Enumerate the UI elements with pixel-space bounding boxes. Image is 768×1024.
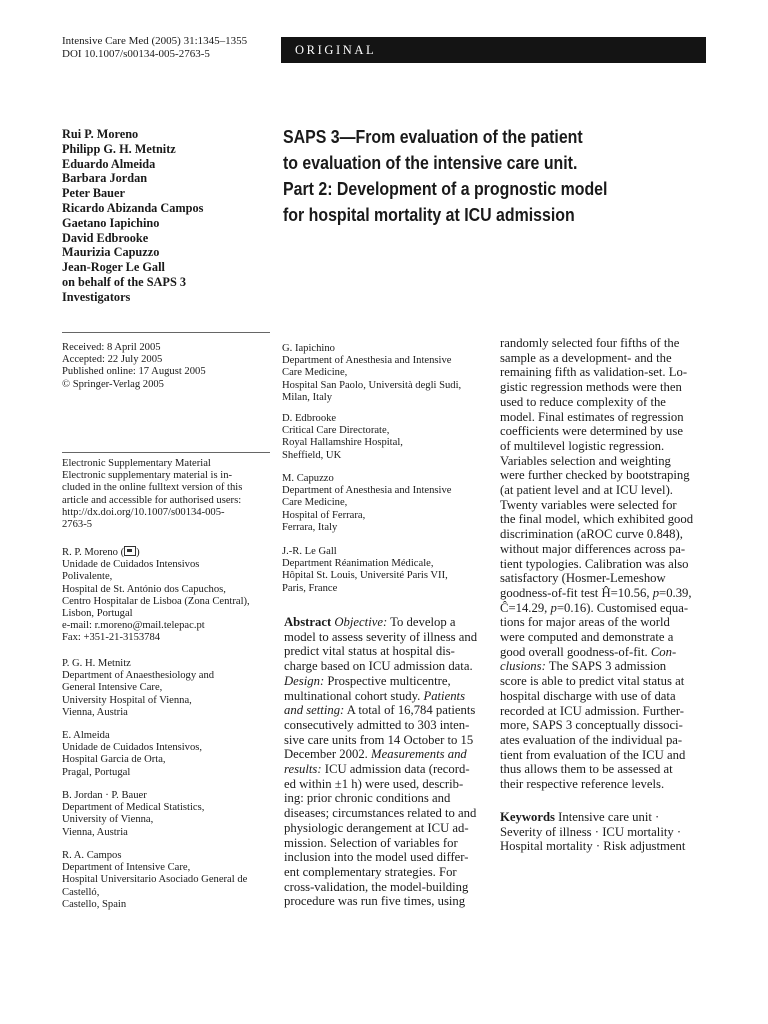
abstract-line: discrimination (aROC curve 0.848), xyxy=(500,527,683,542)
address-name: J.-R. Le Gall xyxy=(282,546,337,557)
abstract-line: model. Final estimates of regression xyxy=(500,409,684,424)
address-name: P. G. H. Metnitz xyxy=(62,658,131,669)
address-line: Castelló, xyxy=(62,886,100,898)
abstract-line: more, SAPS 3 conceptually dissoci- xyxy=(500,718,683,733)
abstract-line: were further checked by bootstraping xyxy=(500,468,690,483)
keywords xyxy=(500,810,712,854)
publication-dates xyxy=(62,342,206,391)
address-line: Department Réanimation Médicale, xyxy=(282,558,434,570)
address-line: Department of Medical Statistics, xyxy=(62,802,205,814)
esm-line: cluded in the online fulltext version of this xyxy=(62,482,243,494)
author-list xyxy=(62,127,272,305)
address-line: Department of Anaesthesiology and xyxy=(62,670,215,682)
abstract-line: score is able to predict vital status at xyxy=(500,674,685,689)
address-line: Hôpital St. Louis, Université Paris VII, xyxy=(282,570,448,582)
keywords-line: Hospital mortality · Risk adjustment xyxy=(500,839,686,854)
address-line: University Hospital of Vienna, xyxy=(62,694,192,706)
address-line: Department of Intensive Care, xyxy=(62,862,191,874)
abstract-line: sive care units from 14 October to 15 xyxy=(284,732,474,747)
abstract-line: Abstract Objective: To develop a xyxy=(284,615,456,629)
abstract-line: charge based on ICU admission data. xyxy=(284,659,473,674)
abstract-line: predict vital status at hospital dis- xyxy=(284,644,455,659)
address-line: Hospital San Paolo, Università degli Sudi, xyxy=(282,379,462,391)
abstract-line: multinational cohort study. Patients xyxy=(284,688,466,703)
address-line: Unidade de Cuidados Intensivos xyxy=(62,559,200,571)
accepted-date: Accepted: 22 July 2005 xyxy=(62,354,163,366)
divider xyxy=(62,332,270,333)
address-block xyxy=(62,658,277,719)
title-line: to evaluation of the intensive care unit. xyxy=(283,152,578,173)
address-block xyxy=(282,473,487,534)
author: Philipp G. H. Metnitz xyxy=(62,141,176,156)
abstract-line: inclusion into the model used differ- xyxy=(284,850,469,865)
keywords-line: Keywords Intensive care unit · xyxy=(500,810,660,824)
abstract-line: without major differences across pa- xyxy=(500,541,686,556)
fax-line: Fax: +351-21-3153784 xyxy=(62,632,161,644)
abstract-line: their respective reference levels. xyxy=(500,777,665,792)
abstract-line: mission. Selection of variables for xyxy=(284,835,458,850)
abstract-line: of multilevel logistic regression. xyxy=(500,438,665,453)
abstract-line: hospital discharge with use of data xyxy=(500,688,676,703)
author: Rui P. Moreno xyxy=(62,127,139,141)
title-line: SAPS 3—From evaluation of the patient xyxy=(283,126,583,147)
author: Peter Bauer xyxy=(62,186,125,201)
address-line: Hospital de St. António dos Capuchos, xyxy=(62,583,226,595)
supplementary-material-note xyxy=(62,458,272,531)
abstract-line: goodness-of-fit test Ĥ=10.56, p=0.39, xyxy=(500,585,692,600)
author: Barbara Jordan xyxy=(62,171,148,186)
abstract-line: ates evaluation of the individual pa- xyxy=(500,732,683,747)
abstract-line: were computed and demonstrate a xyxy=(500,630,674,645)
address-line: University of Vienna, xyxy=(62,814,154,826)
address-line: Care Medicine, xyxy=(282,497,348,509)
author: Gaetano Iapichino xyxy=(62,215,160,230)
abstract-line: clusions: The SAPS 3 admission xyxy=(500,659,667,674)
abstract-line: remaining fifth as validation-set. Lo- xyxy=(500,365,688,380)
abstract-line: (at patient level and at ICU level). xyxy=(500,483,673,498)
address-line: Hospital Garcia de Orta, xyxy=(62,754,166,766)
abstract-continued xyxy=(500,336,710,792)
abstract xyxy=(284,615,489,909)
journal-doi: DOI 10.1007/s00134-005-2763-5 xyxy=(62,48,210,60)
abstract-line: ing: prior chronic conditions and xyxy=(284,791,451,806)
address-block xyxy=(62,546,277,645)
abstract-line: recorded at ICU admission. Further- xyxy=(500,703,685,718)
address-line: Sheffield, UK xyxy=(282,449,342,461)
address-name: B. Jordan · P. Bauer xyxy=(62,790,147,801)
abstract-line: Ĉ=14.29, p=0.16). Customised equa- xyxy=(500,600,689,615)
abstract-line: sample as a development- and the xyxy=(500,350,672,365)
email-link[interactable]: e-mail: r.moreno@mail.telepac.pt xyxy=(62,620,205,632)
abstract-line: model to assess severity of illness and xyxy=(284,629,478,644)
address-line: Care Medicine, xyxy=(282,367,348,379)
abstract-line: cross-validation, the model-building xyxy=(284,879,469,894)
copyright: © Springer-Verlag 2005 xyxy=(62,378,164,390)
abstract-line: Twenty variables were selected for xyxy=(500,497,677,512)
corresponding-author: R. P. Moreno ( ) xyxy=(62,547,140,558)
address-block xyxy=(62,850,277,911)
author: Maurizia Capuzzo xyxy=(62,245,160,260)
address-line: Hospital Universitario Asociado General de xyxy=(62,874,248,886)
envelope-icon xyxy=(124,546,136,556)
address-line: Department of Anesthesia and Intensive xyxy=(282,485,452,497)
title-line: Part 2: Development of a prognostic model xyxy=(283,178,608,199)
author: on behalf of the SAPS 3 xyxy=(62,274,187,289)
paper-title xyxy=(283,124,653,228)
address-line: Lisbon, Portugal xyxy=(62,608,133,620)
address-block xyxy=(62,730,277,779)
published-date: Published online: 17 August 2005 xyxy=(62,366,206,378)
esm-line: Electronic Supplementary Material xyxy=(62,458,211,469)
address-line: Vienna, Austria xyxy=(62,706,128,718)
author: Jean-Roger Le Gall xyxy=(62,260,165,275)
author: David Edbrooke xyxy=(62,230,149,245)
category-bar: ORIGINAL xyxy=(281,37,706,63)
address-line: Unidade de Cuidados Intensivos, xyxy=(62,742,203,754)
esm-link[interactable]: 2763-5 xyxy=(62,519,93,531)
address-line: Department of Anesthesia and Intensive xyxy=(282,355,452,367)
address-line: Castello, Spain xyxy=(62,898,127,910)
address-line: Polivalente, xyxy=(62,571,113,583)
address-line: Hospital of Ferrara, xyxy=(282,509,366,521)
journal-citation: Intensive Care Med (2005) 31:1345–1355 xyxy=(62,35,248,47)
abstract-line: tions for major areas of the world xyxy=(500,615,670,630)
address-name: M. Capuzzo xyxy=(282,473,334,484)
abstract-line: procedure was run five times, using xyxy=(284,894,466,909)
abstract-line: physiologic derangement at ICU ad- xyxy=(284,820,469,835)
author: Ricardo Abizanda Campos xyxy=(62,200,204,215)
abstract-line: coefficients were determined by use xyxy=(500,424,683,439)
address-block xyxy=(282,546,487,595)
abstract-line: tient from evaluation of the ICU and xyxy=(500,747,686,762)
address-line: Milan, Italy xyxy=(282,391,333,403)
abstract-line: satisfactory (Hosmer-Lemeshow xyxy=(500,571,666,586)
abstract-line: thus allows them to be assessed at xyxy=(500,762,673,777)
address-line: Critical Care Directorate, xyxy=(282,425,390,437)
esm-line: Electronic supplementary material is in- xyxy=(62,470,233,482)
address-line: Pragal, Portugal xyxy=(62,766,131,778)
abstract-line: used to reduce complexity of the xyxy=(500,394,666,409)
title-line: for hospital mortality at ICU admission xyxy=(283,204,575,225)
abstract-line: the final model, which exhibited good xyxy=(500,512,694,527)
abstract-line: good overall goodness-of-fit. Con- xyxy=(500,644,677,659)
address-block xyxy=(282,413,487,462)
address-block xyxy=(62,790,277,839)
address-line: Royal Hallamshire Hospital, xyxy=(282,437,403,449)
address-name: D. Edbrooke xyxy=(282,413,337,424)
author: Investigators xyxy=(62,289,131,304)
address-name: E. Almeida xyxy=(62,730,110,741)
abstract-line: Design: Prospective multicentre, xyxy=(284,673,451,688)
received-date: Received: 8 April 2005 xyxy=(62,342,161,353)
journal-header xyxy=(62,35,247,61)
keywords-line: Severity of illness · ICU mortality · xyxy=(500,824,682,839)
abstract-line: results: ICU admission data (record- xyxy=(284,762,470,777)
abstract-line: ent complementary strategies. For xyxy=(284,864,457,879)
address-block xyxy=(282,343,487,404)
address-name: G. Iapichino xyxy=(282,343,335,354)
address-line: Centro Hospitalar de Lisboa (Zona Central), xyxy=(62,595,250,607)
abstract-line: randomly selected four fifths of the xyxy=(500,336,680,350)
abstract-line: Variables selection and weighting xyxy=(500,453,671,468)
abstract-line: gistic regression methods were then xyxy=(500,380,682,395)
address-line: Paris, France xyxy=(282,582,338,594)
abstract-line: and setting: A total of 16,784 patients xyxy=(284,703,476,718)
abstract-line: tient typologies. Calibration was also xyxy=(500,556,689,571)
address-line: Ferrara, Italy xyxy=(282,521,338,533)
esm-link[interactable]: http://dx.doi.org/10.1007/s00134-005- xyxy=(62,506,225,518)
address-line: Vienna, Austria xyxy=(62,826,128,838)
address-line: General Intensive Care, xyxy=(62,682,163,694)
esm-line: article and accessible for authorised users: xyxy=(62,494,242,506)
divider xyxy=(62,452,270,453)
abstract-line: consecutively admitted to 303 inten- xyxy=(284,717,470,732)
abstract-line: ed within ±1 h) were used, describ- xyxy=(284,776,464,791)
abstract-line: diseases; circumstances related to and xyxy=(284,806,477,821)
address-name: R. A. Campos xyxy=(62,850,122,861)
author: Eduardo Almeida xyxy=(62,156,156,171)
abstract-line: December 2002. Measurements and xyxy=(284,747,467,762)
